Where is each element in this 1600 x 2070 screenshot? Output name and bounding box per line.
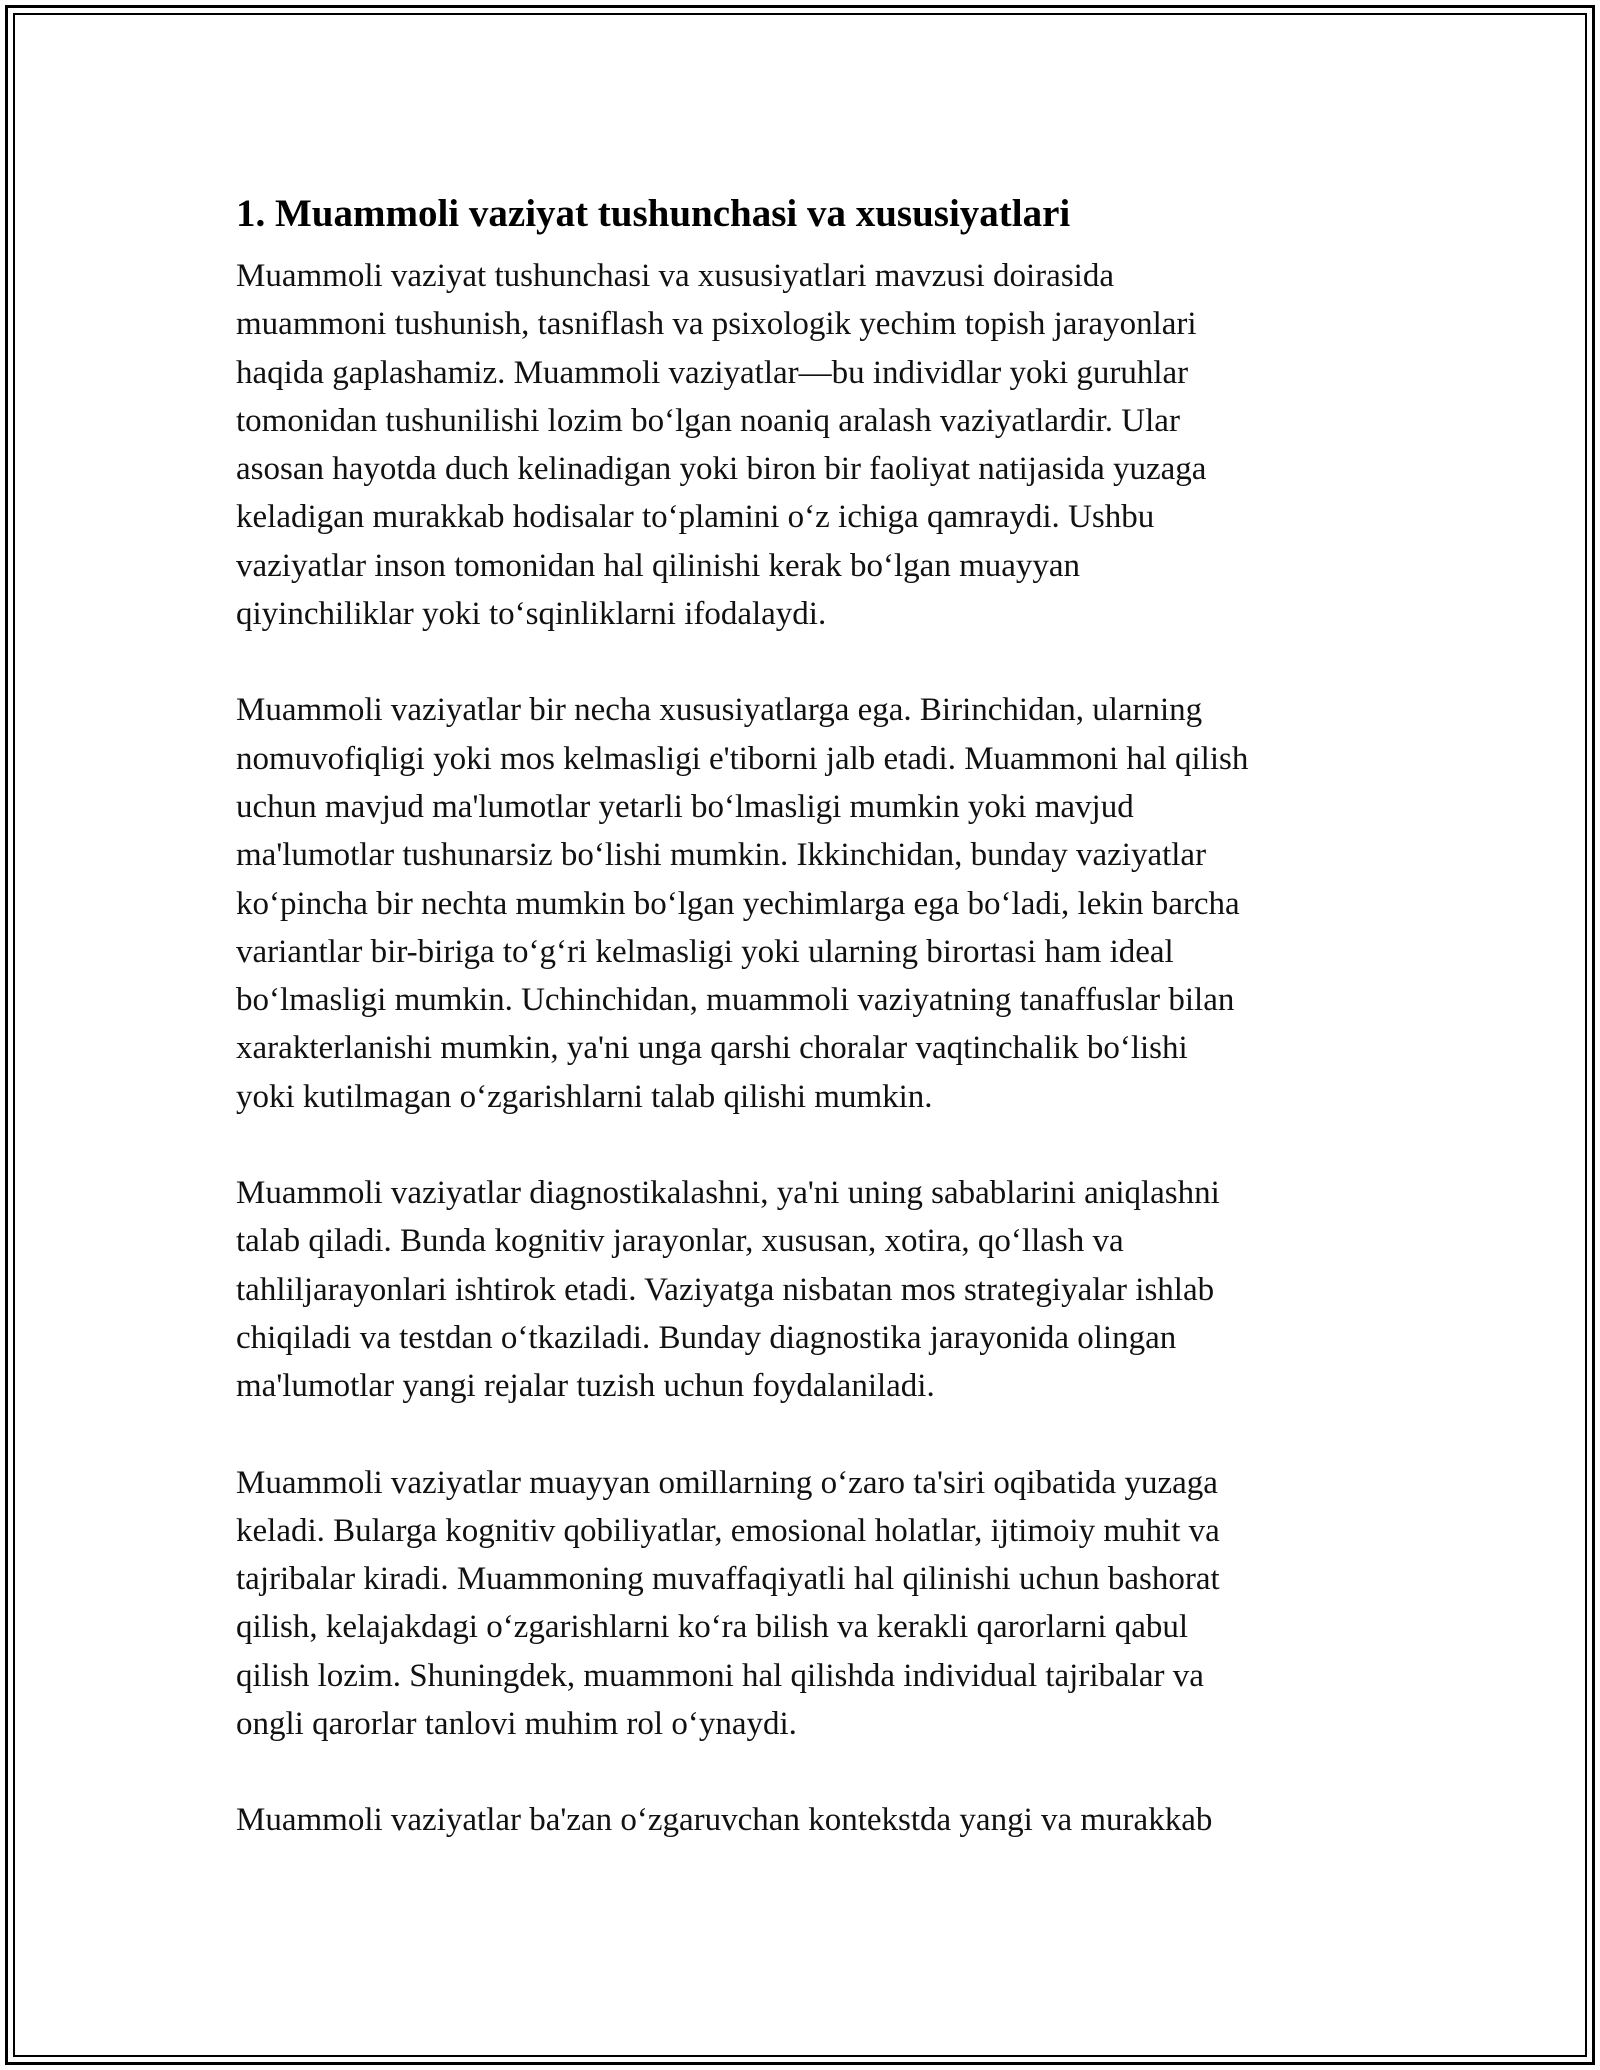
text-line: qilish, kelajakdagi o‘zgarishlarni ko‘ra bilish va kerakli qarorlarni qabul [236,1609,1189,1646]
text-line: keladi. Bularga kognitiv qobiliyatlar, emosional holatlar, ijtimoiy muhit va [236,1512,1220,1549]
paragraph-list [236,252,1386,1845]
text-line: qiyinchiliklar yoki to‘sqinliklarni ifodalaydi. [236,596,827,633]
text-line: chiqiladi va testdan o‘tkaziladi. Bunday diagnostika jarayonida olingan [236,1319,1177,1356]
text-line: bo‘lmasligi mumkin. Uchinchidan, muammoli vaziyatning tanaffuslar bilan [236,982,1235,1019]
text-line: xarakterlanishi mumkin, ya'ni unga qarshi choralar vaqtinchalik bo‘lishi [236,1030,1188,1067]
text-line: Muammoli vaziyatlar diagnostikalashni, ya'ni uning sabablarini aniqlashni [236,1175,1220,1212]
text-line: yoki kutilmagan o‘zgarishlarni talab qilishi mumkin. [236,1078,933,1115]
text-line: variantlar bir-biriga to‘g‘ri kelmasligi yoki ularning birortasi ham ideal [236,933,1174,970]
document-body [236,188,1386,1845]
paragraph-3 [236,1169,1386,1410]
text-line: ko‘pincha bir nechta mumkin bo‘lgan yechimlarga ega bo‘ladi, lekin barcha [236,885,1240,922]
text-line: ongli qarorlar tanlovi muhim rol o‘ynaydi. [236,1706,797,1743]
text-line: tajribalar kiradi. Muammoning muvaffaqiyatli hal qilinishi uchun bashorat [236,1561,1220,1598]
paragraph-2 [236,686,1386,1121]
paragraph-4 [236,1459,1386,1749]
section-heading: 1. Muammoli vaziyat tushunchasi va xususiyatlari [236,192,1071,235]
text-line: muammoni tushunish, tasniflash va psixologik yechim topish jarayonlari [236,306,1197,343]
text-line: talab qiladi. Bunda kognitiv jarayonlar, xususan, xotira, qo‘llash va [236,1223,1124,1260]
paragraph-5 [236,1796,1386,1844]
paragraph-1 [236,252,1386,638]
text-line: Muammoli vaziyatlar ba'zan o‘zgaruvchan kontekstda yangi va murakkab [236,1802,1213,1839]
text-line: nomuvofiqligi yoki mos kelmasligi e'tiborni jalb etadi. Muammoni hal qilish [236,740,1249,777]
text-line: uchun mavjud ma'lumotlar yetarli bo‘lmasligi mumkin yoki mavjud [236,788,1134,825]
text-line: tahliljarayonlari ishtirok etadi. Vaziyatga nisbatan mos strategiyalar ishlab [236,1271,1215,1308]
text-line: vaziyatlar inson tomonidan hal qilinishi kerak bo‘lgan muayyan [236,547,1081,584]
text-line: keladigan murakkab hodisalar to‘plamini o‘z ichiga qamraydi. Ushbu [236,499,1155,536]
text-line: Muammoli vaziyatlar bir necha xususiyatlarga ega. Birinchidan, ularning [236,692,1203,729]
text-line: ma'lumotlar yangi rejalar tuzish uchun foydalaniladi. [236,1368,935,1405]
text-line: Muammoli vaziyatlar muayyan omillarning o‘zaro ta'siri oqibatida yuzaga [236,1464,1218,1501]
text-line: asosan hayotda duch kelinadigan yoki biron bir faoliyat natijasida yuzaga [236,451,1207,488]
text-line: tomonidan tushunilishi lozim bo‘lgan noaniq aralash vaziyatlardir. Ular [236,402,1180,439]
text-line: Muammoli vaziyat tushunchasi va xususiyatlari mavzusi doirasida [236,258,1114,294]
text-line: qilish lozim. Shuningdek, muammoni hal qilishda individual tajribalar va [236,1657,1204,1694]
text-line: haqida gaplashamiz. Muammoli vaziyatlar—bu individlar yoki guruhlar [236,354,1189,391]
text-line: ma'lumotlar tushunarsiz bo‘lishi mumkin. Ikkinchidan, bunday vaziyatlar [236,837,1207,874]
